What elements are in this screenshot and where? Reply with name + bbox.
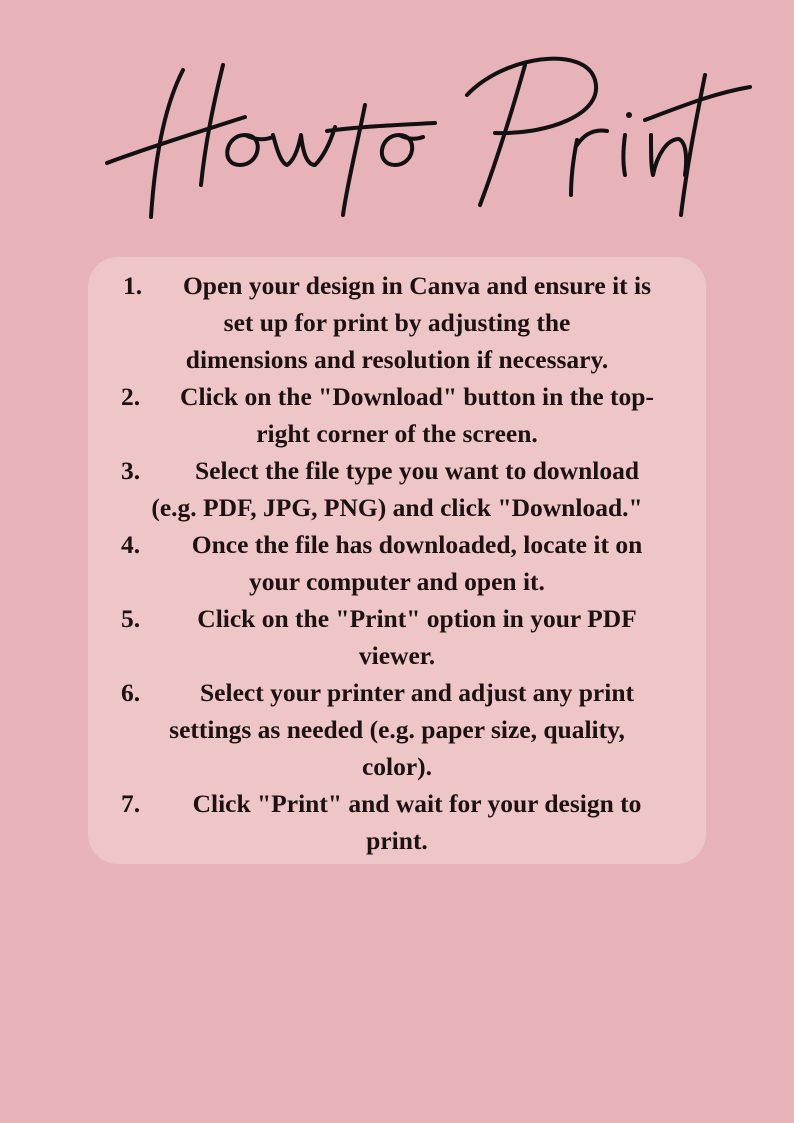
step-line: dimensions and resolution if necessary. — [185, 345, 609, 374]
step-line: viewer. — [358, 641, 436, 670]
step-line: print. — [366, 826, 428, 855]
step-line: Click "Print" and wait for your design to — [192, 789, 642, 818]
step-item — [88, 785, 706, 859]
step-line: Click on the "Print" option in your PDF — [197, 604, 637, 633]
step-line: Open your design in Canva and ensure it is — [182, 271, 652, 300]
step-item — [88, 267, 706, 378]
step-line: your computer and open it. — [249, 567, 545, 596]
step-line: settings as needed (e.g. paper size, quality, — [169, 715, 625, 744]
step-number: 6. — [121, 678, 141, 707]
instructions-card — [88, 257, 706, 864]
step-line: right corner of the screen. — [256, 419, 538, 448]
step-number: 4. — [121, 530, 141, 559]
steps-list — [88, 267, 706, 859]
step-item — [88, 452, 706, 526]
title-script-lettering — [95, 35, 755, 235]
step-item — [88, 674, 706, 785]
step-line: Select your printer and adjust any print — [199, 678, 634, 707]
step-item — [88, 600, 706, 674]
step-number: 7. — [121, 789, 141, 818]
step-number: 1. — [123, 271, 143, 300]
step-line: Select the file type you want to download — [194, 456, 640, 485]
step-item — [88, 526, 706, 600]
step-item — [88, 378, 706, 452]
step-number: 3. — [121, 456, 141, 485]
step-number: 2. — [121, 382, 141, 411]
step-line: set up for print by adjusting the — [223, 308, 571, 337]
step-line: Once the file has downloaded, locate it on — [191, 530, 643, 559]
step-line: (e.g. PDF, JPG, PNG) and click "Download." — [151, 493, 643, 522]
step-line: color). — [361, 752, 433, 781]
step-line: Click on the "Download" button in the top- — [180, 382, 654, 411]
step-number: 5. — [121, 604, 141, 633]
